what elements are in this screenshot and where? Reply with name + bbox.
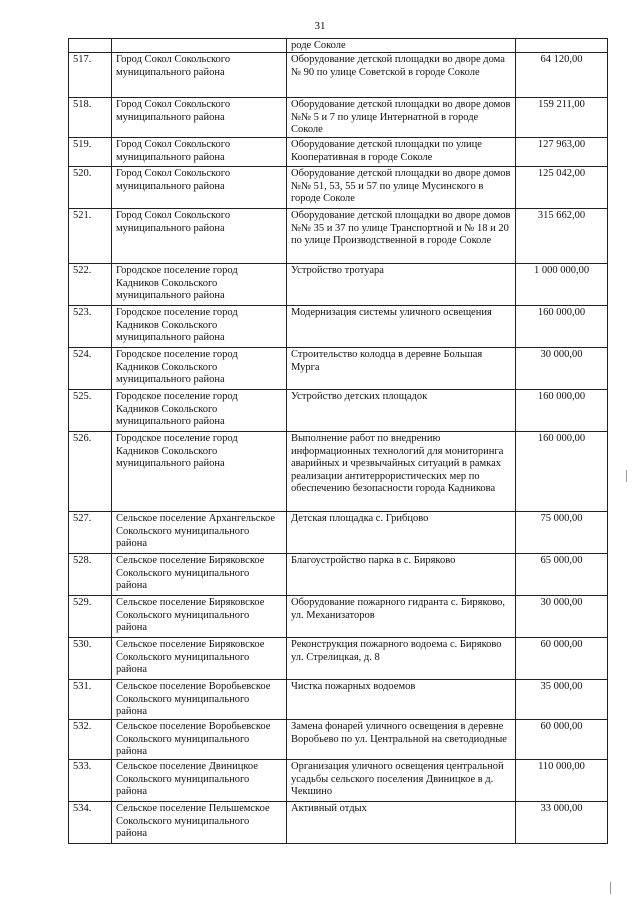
row-number-cell: 521. [69, 209, 112, 264]
table-row [69, 98, 608, 138]
row-number-cell: 520. [69, 167, 112, 209]
work-cell: Замена фонарей уличного освещения в деревне Воробьево по ул. Центральной на светодиодные [287, 720, 516, 760]
row-number-cell: 524. [69, 348, 112, 390]
work-cell: Оборудование детской площадки во дворе дома № 90 по улице Советской в городе Соколе [287, 53, 516, 98]
amount-cell [516, 39, 608, 53]
work-cell: Строительство колодца в деревне Большая Мурга [287, 348, 516, 390]
amount-cell: 160 000,00 [516, 306, 608, 348]
row-number-cell: 517. [69, 53, 112, 98]
work-cell: Оборудование детской площадки во дворе домов №№ 51, 53, 55 и 57 по улице Мусинского в городе Соколе [287, 167, 516, 209]
municipality-cell: Городское поселение город Кадников Сокольского муниципального района [112, 432, 287, 512]
municipality-cell: Сельское поселение Биряковское Сокольского муниципального района [112, 596, 287, 638]
row-number-cell: 528. [69, 554, 112, 596]
work-cell: Устройство детских площадок [287, 390, 516, 432]
work-cell: Детская площадка с. Грибцово [287, 512, 516, 554]
municipality-cell: Сельское поселение Двиницкое Сокольского муниципального района [112, 760, 287, 802]
municipality-cell: Сельское поселение Архангельское Сокольского муниципального района [112, 512, 287, 554]
amount-cell: 30 000,00 [516, 596, 608, 638]
row-number-cell: 518. [69, 98, 112, 138]
table-row [69, 802, 608, 844]
table-row [69, 512, 608, 554]
scan-margin-mark [610, 882, 611, 894]
row-number-cell: 519. [69, 138, 112, 167]
work-cell: роде Соколе [287, 39, 516, 53]
amount-cell: 33 000,00 [516, 802, 608, 844]
work-cell: Чистка пожарных водоемов [287, 680, 516, 720]
work-cell: Оборудование детской площадки по улице Кооперативная в городе Соколе [287, 138, 516, 167]
amount-cell: 60 000,00 [516, 720, 608, 760]
table-row [69, 348, 608, 390]
amount-cell: 110 000,00 [516, 760, 608, 802]
table-row [69, 432, 608, 512]
work-cell: Оборудование детской площадки во дворе домов №№ 35 и 37 по улице Транспортной и № 18 и 20 по улице Производственной в городе Соколе [287, 209, 516, 264]
amount-cell: 35 000,00 [516, 680, 608, 720]
row-number-cell: 531. [69, 680, 112, 720]
municipality-cell: Город Сокол Сокольского муниципального района [112, 167, 287, 209]
table-row [69, 138, 608, 167]
row-number-cell: 533. [69, 760, 112, 802]
municipality-cell: Городское поселение город Кадников Сокольского муниципального района [112, 348, 287, 390]
table-row [69, 306, 608, 348]
table-row [69, 638, 608, 680]
row-number-cell: 529. [69, 596, 112, 638]
table-row [69, 760, 608, 802]
table-row [69, 167, 608, 209]
amount-cell: 159 211,00 [516, 98, 608, 138]
row-number-cell: 527. [69, 512, 112, 554]
work-cell: Благоустройство парка в с. Биряково [287, 554, 516, 596]
municipality-cell: Сельское поселение Воробьевское Сокольского муниципального района [112, 680, 287, 720]
table-row [69, 390, 608, 432]
work-cell: Реконструкция пожарного водоема с. Биряково ул. Стрелицкая, д. 8 [287, 638, 516, 680]
municipality-cell [112, 39, 287, 53]
page-number: 31 [314, 20, 326, 32]
table-row [69, 53, 608, 98]
amount-cell: 1 000 000,00 [516, 264, 608, 306]
row-number-cell: 526. [69, 432, 112, 512]
table-row [69, 264, 608, 306]
amount-cell: 127 963,00 [516, 138, 608, 167]
row-number-cell: 522. [69, 264, 112, 306]
amount-cell: 125 042,00 [516, 167, 608, 209]
work-cell: Организация уличного освещения центральной усадьбы сельского поселения Двиницкое в д. Чекшино [287, 760, 516, 802]
work-cell: Модернизация системы уличного освещения [287, 306, 516, 348]
amount-cell: 64 120,00 [516, 53, 608, 98]
projects-table [68, 38, 608, 844]
table-row-continuation [69, 39, 608, 53]
municipality-cell: Сельское поселение Воробьевское Сокольского муниципального района [112, 720, 287, 760]
amount-cell: 75 000,00 [516, 512, 608, 554]
scan-margin-mark [626, 470, 627, 482]
table-row [69, 680, 608, 720]
municipality-cell: Городское поселение город Кадников Сокольского муниципального района [112, 390, 287, 432]
row-number-cell: 525. [69, 390, 112, 432]
work-cell: Активный отдых [287, 802, 516, 844]
amount-cell: 65 000,00 [516, 554, 608, 596]
municipality-cell: Городское поселение город Кадников Сокольского муниципального района [112, 306, 287, 348]
row-number-cell: 523. [69, 306, 112, 348]
table-row [69, 209, 608, 264]
municipality-cell: Сельское поселение Биряковское Сокольского муниципального района [112, 638, 287, 680]
row-number-cell: 530. [69, 638, 112, 680]
table-row [69, 554, 608, 596]
table-row [69, 596, 608, 638]
municipality-cell: Город Сокол Сокольского муниципального района [112, 138, 287, 167]
amount-cell: 60 000,00 [516, 638, 608, 680]
row-number-cell: 534. [69, 802, 112, 844]
work-cell: Оборудование детской площадки во дворе домов №№ 5 и 7 по улице Интернатной в городе Соколе [287, 98, 516, 138]
work-cell: Оборудование пожарного гидранта с. Биряково, ул. Механизаторов [287, 596, 516, 638]
municipality-cell: Сельское поселение Биряковское Сокольского муниципального района [112, 554, 287, 596]
amount-cell: 30 000,00 [516, 348, 608, 390]
amount-cell: 160 000,00 [516, 390, 608, 432]
municipality-cell: Городское поселение город Кадников Сокольского муниципального района [112, 264, 287, 306]
municipality-cell: Город Сокол Сокольского муниципального района [112, 98, 287, 138]
municipality-cell: Город Сокол Сокольского муниципального района [112, 209, 287, 264]
amount-cell: 160 000,00 [516, 432, 608, 512]
municipality-cell: Сельское поселение Пельшемское Сокольского муниципального района [112, 802, 287, 844]
municipality-cell: Город Сокол Сокольского муниципального района [112, 53, 287, 98]
row-number-cell [69, 39, 112, 53]
work-cell: Выполнение работ по внедрению информационных технологий для мониторинга аварийных и чрезвычайных ситуаций в рамках реализации антитеррористических мер по обеспечению безопасности города Кадникова [287, 432, 516, 512]
row-number-cell: 532. [69, 720, 112, 760]
table-row [69, 720, 608, 760]
amount-cell: 315 662,00 [516, 209, 608, 264]
work-cell: Устройство тротуара [287, 264, 516, 306]
